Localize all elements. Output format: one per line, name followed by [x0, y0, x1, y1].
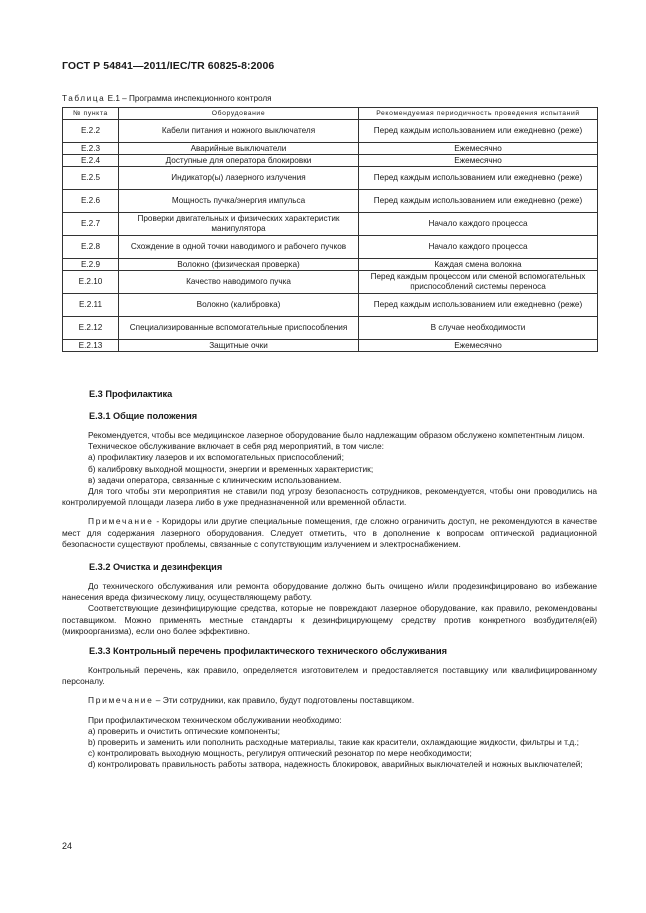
cell-number: Е.2.10: [63, 271, 119, 294]
table-row: [63, 120, 598, 143]
section-heading-e33: Е.3.3 Контрольный перечень профилактического технического обслуживания: [89, 646, 447, 657]
cell-equipment: Кабели питания и ножного выключателя: [119, 120, 359, 143]
paragraph: При профилактическом техническом обслуживании необходимо:: [88, 714, 342, 725]
cell-equipment: Индикатор(ы) лазерного излучения: [119, 167, 359, 190]
paragraph: Рекомендуется, чтобы все медицинское лазерное оборудование было надлежащим образом обслужено компетентным лицом.: [88, 430, 585, 440]
cell-number: Е.2.3: [63, 143, 119, 155]
cell-periodicity: Перед каждым использованием или ежедневно (реже): [359, 190, 598, 213]
cell-periodicity: Перед каждым использованием или ежедневно (реже): [359, 120, 598, 143]
cell-equipment: Защитные очки: [119, 340, 359, 352]
list-item: в) задачи оператора, связанные с клиническим использованием.: [88, 474, 342, 485]
table-caption-label: Таблица: [62, 94, 106, 103]
cell-periodicity: Перед каждым использованием или ежедневно (реже): [359, 294, 598, 317]
section-heading-e31: Е.3.1 Общие положения: [89, 411, 198, 421]
table-row: [63, 271, 598, 294]
list-item: а) проверить и очистить оптические компоненты;: [88, 725, 280, 736]
cell-number: Е.2.12: [63, 317, 119, 340]
note-text: - Коридоры или другие специальные помещения, где сложно ограничить доступ, не рекомендуются в качестве мест для содержания лазерного оборудования. Следует отметить, что в дополнение к вопросам оптической радиационной безопасности существуют проблемы, связанные с сопутствующим излучением и электроснабжением.: [62, 516, 597, 549]
cell-periodicity: Начало каждого процесса: [359, 213, 598, 236]
cell-equipment: Волокно (физическая проверка): [119, 259, 359, 271]
table-row: [63, 236, 598, 259]
note-text: – Эти сотрудники, как правило, будут подготовлены поставщиком.: [153, 695, 415, 706]
column-header-equipment: Оборудование: [119, 108, 359, 120]
paragraph: До технического обслуживания или ремонта оборудование должно быть очищено и/или продезинфицировано во избежание нанесения вреда физическому лицу, осуществляющему работу.: [62, 581, 597, 603]
cell-number: Е.2.9: [63, 259, 119, 271]
cell-periodicity: Ежемесячно: [359, 143, 598, 155]
cell-equipment: Волокно (калибровка): [119, 294, 359, 317]
column-header-periodicity: Рекомендуемая периодичность проведения испытаний: [359, 108, 598, 120]
cell-equipment: Специализированные вспомогательные приспособления: [119, 317, 359, 340]
paragraph: Техническое обслуживание включает в себя ряд мероприятий, в том числе:: [88, 441, 384, 452]
section-heading-e32: Е.3.2 Очистка и дезинфекция: [89, 562, 223, 573]
table-row: [63, 213, 598, 236]
table-caption: [62, 94, 272, 103]
paragraph: Контрольный перечень, как правило, определяется изготовителем и предоставляется поставщику или квалифицированному персоналу.: [62, 665, 597, 687]
table-row: [63, 143, 598, 155]
cell-number: Е.2.5: [63, 167, 119, 190]
cell-equipment: Схождение в одной точки наводимого и рабочего пучков: [119, 236, 359, 259]
cell-periodicity: Перед каждым использованием или ежедневно (реже): [359, 167, 598, 190]
table-row: [63, 155, 598, 167]
table-row: [63, 190, 598, 213]
cell-number: Е.2.4: [63, 155, 119, 167]
page-number: 24: [62, 841, 73, 851]
cell-periodicity: Каждая смена волокна: [359, 259, 598, 271]
cell-equipment: Проверки двигательных и физических характеристик манипулятора: [119, 213, 359, 236]
table-row: [63, 259, 598, 271]
cell-equipment: Доступные для оператора блокировки: [119, 155, 359, 167]
cell-number: Е.2.8: [63, 236, 119, 259]
table-row: [63, 294, 598, 317]
table-row: [63, 340, 598, 352]
table-row: [63, 317, 598, 340]
table-header-row: [63, 108, 598, 120]
list-item: d) контролировать правильность работы затвора, надежность блокировок, аварийных выключателей и ножных выключателей;: [88, 759, 583, 770]
list-item: с) контролировать выходную мощность, регулируя оптический резонатор по мере необходимости;: [88, 748, 472, 759]
table-caption-text: Е.1 – Программа инспекционного контроля: [105, 94, 272, 103]
note: [62, 516, 597, 550]
list-item: а) профилактику лазеров и их вспомогательных приспособлений;: [88, 452, 344, 463]
cell-periodicity: В случае необходимости: [359, 317, 598, 340]
section-heading-e3: Е.3 Профилактика: [89, 389, 173, 399]
table-row: [63, 167, 598, 190]
cell-number: Е.2.13: [63, 340, 119, 352]
cell-equipment: Мощность пучка/энергия импульса: [119, 190, 359, 213]
cell-number: Е.2.6: [63, 190, 119, 213]
cell-periodicity: Перед каждым процессом или сменой вспомогательных приспособлений системы переноса: [359, 271, 598, 294]
paragraph: Для того чтобы эти мероприятия не ставили под угрозу безопасность сотрудников, рекомендуется, чтобы они проводились на контролируемой площади лазера либо в уже предназначенной или временной области.: [62, 486, 597, 508]
document-header: ГОСТ Р 54841—2011/IEC/TR 60825-8:2006: [62, 60, 275, 72]
note-label: Примечание: [88, 516, 154, 527]
cell-equipment: Аварийные выключатели: [119, 143, 359, 155]
cell-periodicity: Начало каждого процесса: [359, 236, 598, 259]
note: [62, 695, 597, 706]
list-item: b) проверить и заменить или пополнить расходные материалы, такие как красители, охлаждающие жидкости, фильтры и т.д.;: [88, 737, 579, 748]
cell-periodicity: Ежемесячно: [359, 340, 598, 352]
cell-periodicity: Ежемесячно: [359, 155, 598, 167]
cell-number: Е.2.7: [63, 213, 119, 236]
document-body: [62, 388, 597, 771]
column-header-number: № пункта: [63, 108, 119, 120]
list-item: б) калибровку выходной мощности, энергии и временных характеристик;: [88, 463, 374, 474]
paragraph: Соответствующие дезинфицирующие средства, которые не повреждают лазерное оборудование, как правило, рекомендованы поставщиком. Можно применять местные стандарты к дезинфицирующему средству против конкретного возбудителя(ей) (микроорганизма), если оно более эффективно.: [62, 603, 597, 636]
cell-number: Е.2.2: [63, 120, 119, 143]
inspection-table: [62, 107, 598, 352]
cell-equipment: Качество наводимого пучка: [119, 271, 359, 294]
cell-number: Е.2.11: [63, 294, 119, 317]
note-label: Примечание: [88, 695, 154, 706]
